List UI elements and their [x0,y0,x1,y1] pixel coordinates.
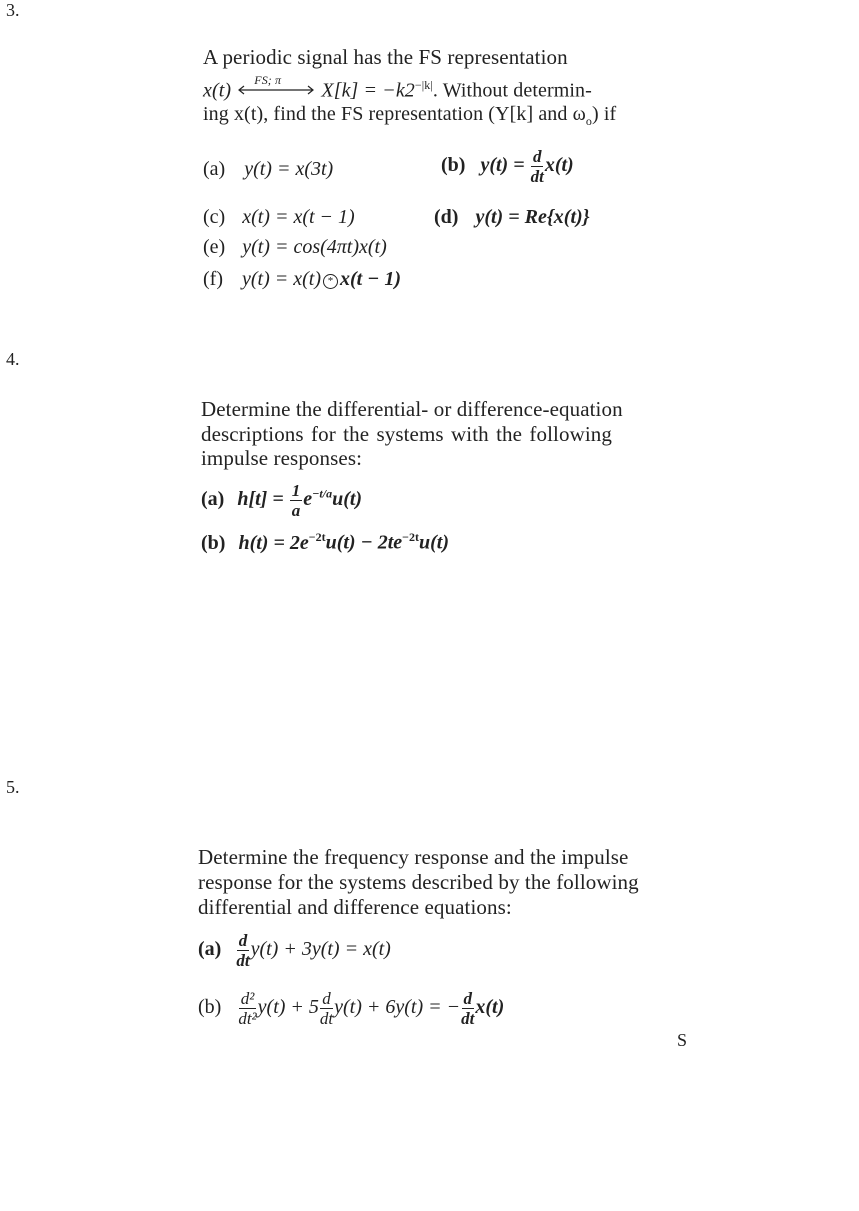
part-label: (b) [441,154,466,177]
term-3: x(t) [475,996,505,1019]
problem-4-text-line-3: impulse responses: [201,446,363,470]
problem-number-5: 5. [6,777,20,797]
problem-4-text-line-2: descriptions for the systems with the following [201,422,612,446]
problem-5-text-line-2: response for the systems described by the following [198,870,639,894]
problem-5-part-b [198,990,504,1027]
fs-double-arrow [236,72,316,99]
term-1: y(t) + 5 [257,996,319,1019]
exp-power: −t/a [312,486,333,501]
part-label: (a) [203,158,226,180]
fs-after-text: . Without determin- [432,79,592,102]
problem-4-text-line-1: Determine the differential- or difference-equation [201,397,623,421]
problem-4-part-a [201,482,362,519]
frac-num: d [322,989,331,1008]
problem-3-part-c [203,206,355,229]
problem-5-text-line-1: Determine the frequency response and the impulse [198,845,629,869]
frac-den: dt² [238,1009,257,1028]
frac-den: dt [319,1009,334,1028]
frac-den: dt [530,167,544,186]
problem-3-part-d [434,206,590,229]
part-expr: y(t) = cos(4πt)x(t) [242,236,387,258]
part-rhs: u(t) [332,488,363,511]
part-expr: x(t) = x(t − 1) [242,206,355,228]
problem-number-3: 3. [6,0,20,20]
double-arrow-icon [236,85,316,95]
fs-lhs: x(t) [203,79,232,102]
part-label: (a) [198,938,222,961]
periodic-convolution-icon: * [323,274,338,289]
frac-num: d [532,147,542,166]
frac-num: d [238,931,248,950]
intro-3-text: ing x(t), find the FS representation (Y[k] and ω [203,103,586,125]
part-expr: y(t) = x(3t) [244,158,334,180]
part-label: (d) [434,206,459,228]
frac-num: d² [240,989,255,1008]
part-expr: y(t) = Re{x(t)} [475,206,590,228]
fs-arrow-label: FS; π [254,72,282,87]
exp-base: e [303,488,313,511]
part-rhs: y(t) + 3y(t) = x(t) [250,938,391,961]
problem-3-part-a [203,158,333,181]
problem-4-part-b [201,530,449,555]
frac-den: dt [236,951,250,970]
problem-3-fs-pair [203,74,592,102]
term-2: y(t) + 6y(t) = − [334,996,461,1019]
part-lhs: h[t] = [237,488,284,511]
frac-num: d [463,989,472,1008]
problem-3-intro-line-3 [203,103,616,132]
second-derivative-fraction [238,990,256,1027]
derivative-fraction [531,148,544,185]
part-label: (e) [203,236,226,258]
part-lhs: y(t) = x(t) [241,268,321,290]
frac-num: 1 [291,481,301,500]
exp-power-1: −2t [308,530,326,544]
intro-3-end: ) if [592,103,617,125]
fs-rhs: X[k] = −k2 [321,79,415,102]
exp-power-2: −2t [402,530,419,544]
problem-5-text-line-3: differential and difference equations: [198,895,512,919]
problem-3-intro-line-1: A periodic signal has the FS representation [203,45,568,69]
stray-mark: S [677,1030,688,1050]
part-lhs: h(t) = 2e [238,531,309,554]
part-label: (c) [203,206,226,228]
derivative-fraction [236,932,249,969]
problem-5-part-a [198,932,391,969]
frac-den: dt [461,1009,475,1028]
problem-3-part-f [203,268,401,291]
part-label: (f) [203,268,223,290]
part-label: (a) [201,488,225,511]
problem-3-part-b [441,148,574,185]
derivative-fraction-rhs [461,990,474,1027]
problem-3-part-e [203,236,387,259]
part-rhs: u(t) [418,531,449,554]
one-over-a-fraction [290,482,303,519]
part-lhs: y(t) = [480,154,525,177]
part-rhs: x(t − 1) [340,268,401,290]
part-mid: u(t) − 2te [325,531,403,554]
omega-subscript: o [585,114,592,128]
frac-den: a [291,501,301,520]
part-rhs: x(t) [544,154,574,177]
part-label: (b) [201,531,226,554]
fs-exponent: −|k| [414,78,433,92]
problem-number-4: 4. [6,349,20,369]
part-label: (b) [198,996,222,1019]
derivative-fraction [320,990,333,1027]
